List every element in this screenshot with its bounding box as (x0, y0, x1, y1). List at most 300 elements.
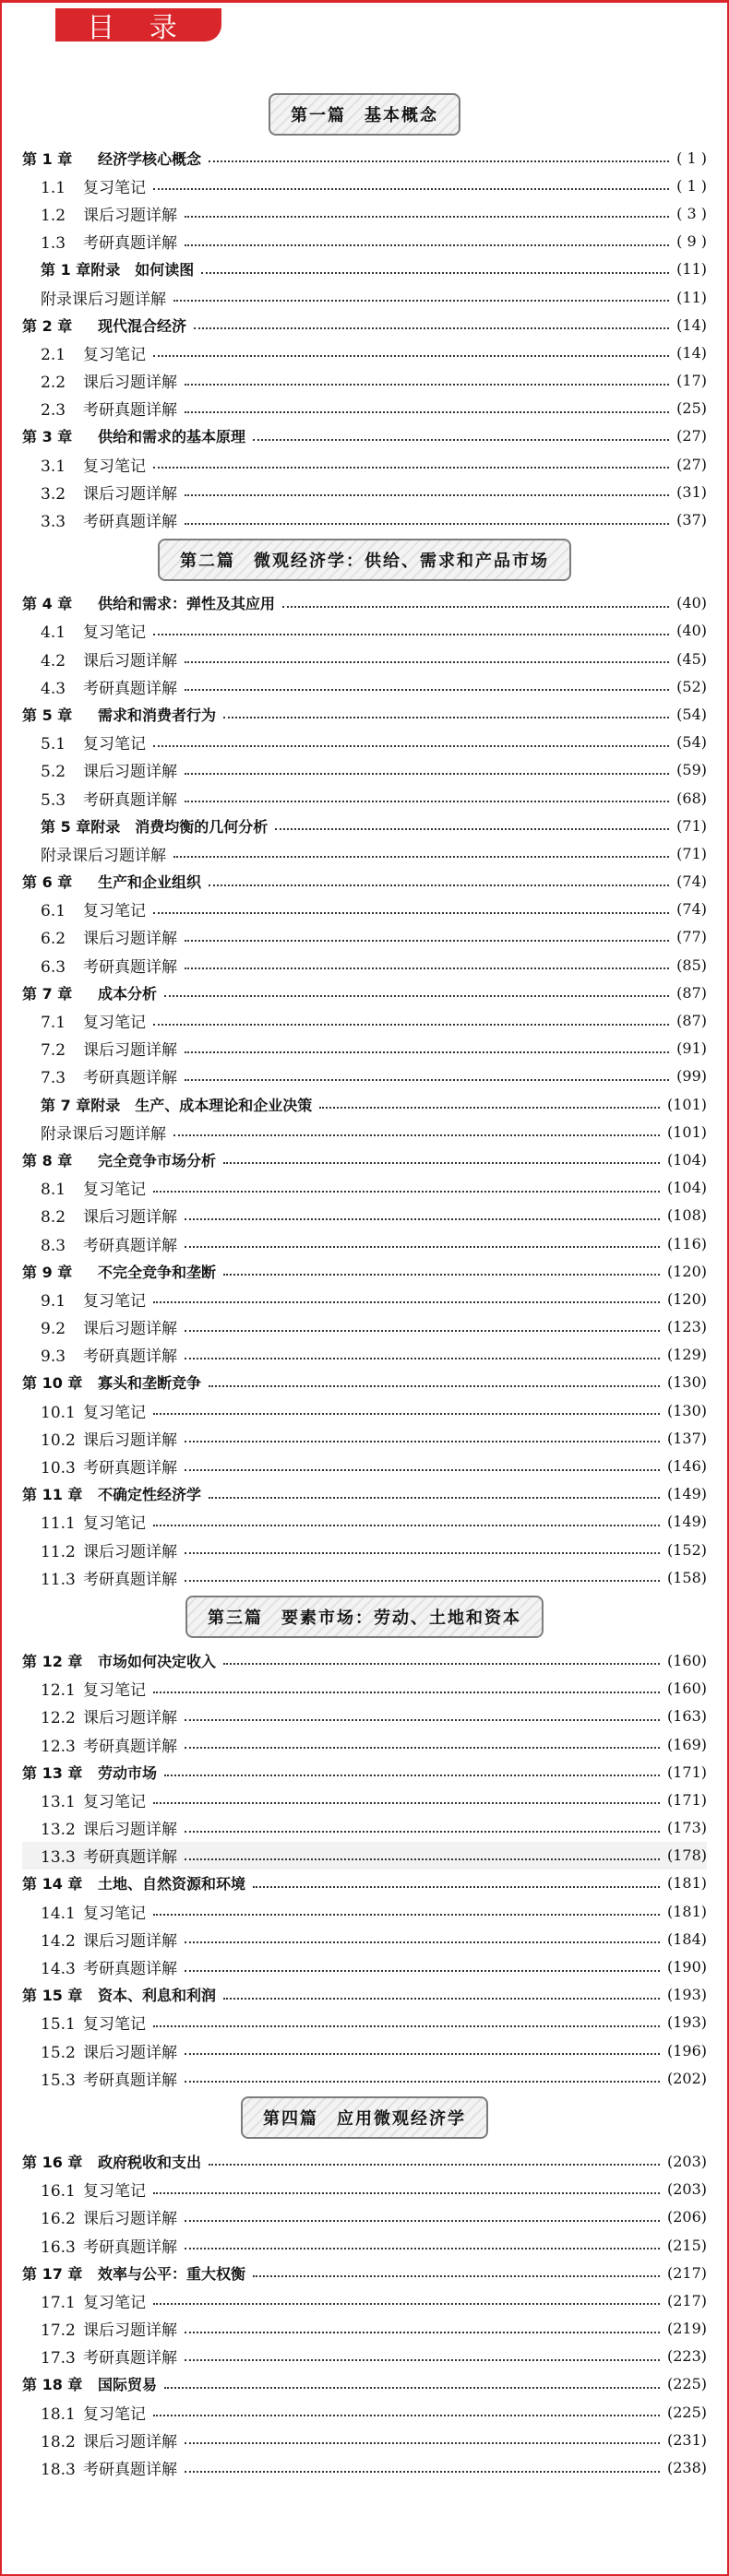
entry-page-number: (40) (676, 594, 707, 612)
entry-page-number: (11) (676, 288, 707, 306)
entry-title: 劳动市场 (98, 1763, 158, 1782)
toc-section-entry[interactable] (22, 2343, 707, 2370)
entry-label (22, 1288, 146, 1311)
entry-number: 6.2 (41, 930, 66, 949)
entry-label (22, 2151, 201, 2172)
entry-label (22, 758, 177, 781)
toc-appendix-entry[interactable] (22, 812, 707, 839)
toc-section-entry[interactable] (22, 199, 707, 227)
entry-title: 市场如何决定收入 (98, 1652, 217, 1670)
leader-dots (223, 1998, 660, 2000)
entry-number: 17.1 (41, 2293, 76, 2312)
leader-dots (319, 1107, 660, 1109)
entry-label (22, 1566, 177, 1589)
entry-title: 完全竞争市场分析 (98, 1151, 217, 1169)
entry-label (22, 369, 177, 392)
entry-label (22, 258, 194, 279)
entry-number: 6.3 (41, 957, 66, 977)
entry-title: 第 7 章附录 生产、成本理论和企业决策 (41, 1096, 313, 1114)
entry-number: 16.3 (41, 2238, 76, 2257)
entry-page-number: (85) (676, 956, 707, 974)
leader-dots (223, 717, 669, 718)
toc-appendix-entry[interactable] (22, 255, 707, 283)
entry-number: 第 10 章 (22, 1374, 83, 1393)
leader-dots (185, 2248, 660, 2250)
toc-section-entry[interactable] (22, 2009, 707, 2036)
entry-page-number: (215) (666, 2236, 707, 2254)
leader-dots (153, 1413, 660, 1415)
entry-label (22, 842, 166, 865)
entry-page-number: (193) (666, 1986, 707, 2004)
entry-page-number: (149) (666, 1513, 707, 1531)
entry-number: 7.1 (41, 1014, 66, 1033)
entry-label (22, 1650, 216, 1671)
entry-title: 复习笔记 (83, 1792, 146, 1811)
entry-number: 第 18 章 (22, 2376, 83, 2394)
entry-number: 15.3 (41, 2071, 76, 2090)
leader-dots (185, 1441, 660, 1442)
entry-page-number: (178) (666, 1846, 707, 1865)
entry-page-number: (160) (666, 1651, 707, 1669)
toc-section-entry[interactable] (22, 2231, 707, 2259)
entry-number: 第 8 章 (22, 1151, 73, 1169)
entry-page-number: (99) (676, 1067, 707, 1086)
toc-section-entry[interactable] (22, 1786, 707, 1813)
leader-dots (282, 606, 669, 608)
leader-dots (153, 1301, 660, 1303)
entry-number: 18.3 (41, 2461, 76, 2480)
entry-title: 考研真题详解 (83, 2461, 177, 2480)
entry-page-number: (219) (666, 2320, 707, 2338)
leader-dots (223, 1663, 660, 1665)
entry-label (22, 619, 146, 642)
entry-label (22, 704, 216, 725)
entry-number: 第 13 章 (22, 1763, 83, 1782)
leader-dots (185, 1469, 660, 1471)
entry-page-number: (101) (666, 1122, 707, 1141)
entry-title: 课后习题详解 (83, 2432, 177, 2451)
entry-page-number: (27) (676, 455, 707, 473)
toc-chapter-entry[interactable] (22, 422, 707, 450)
leader-dots (185, 1079, 669, 1081)
toc-section-entry[interactable] (22, 2315, 707, 2343)
entry-title: 资本、利息和利润 (98, 1987, 217, 2005)
entry-label (22, 2205, 177, 2228)
leader-dots (185, 1218, 660, 1220)
entry-label (22, 1315, 177, 1338)
leader-dots (153, 634, 669, 635)
entry-label (22, 1483, 201, 1504)
entry-number: 第 15 章 (22, 1987, 83, 2005)
entry-title: 复习笔记 (83, 1904, 146, 1923)
toc-section-entry[interactable] (22, 1536, 707, 1563)
entry-title: 复习笔记 (83, 2015, 146, 2035)
entry-page-number: (217) (666, 2291, 707, 2309)
toc-chapter-entry[interactable] (22, 979, 707, 1006)
entry-title: 土地、自然资源和环境 (98, 1875, 246, 1893)
toc-section-entry[interactable] (22, 1174, 707, 1202)
entry-number: 9.2 (41, 1320, 66, 1339)
entry-page-number: (71) (676, 844, 707, 862)
entry-label (22, 286, 166, 309)
toc-chapter-entry[interactable] (22, 700, 707, 728)
leader-dots (153, 1802, 660, 1804)
toc-section-entry[interactable] (22, 645, 707, 672)
entry-page-number: ( 1 ) (676, 148, 707, 167)
entry-page-number: (101) (666, 1095, 707, 1113)
toc-section-entry[interactable] (22, 367, 707, 395)
toc-chapter-entry[interactable] (22, 1646, 707, 1674)
entry-title: 考研真题详解 (83, 957, 177, 977)
entry-page-number: (87) (676, 1012, 707, 1030)
entry-label (22, 1984, 216, 2005)
entry-page-number: ( 9 ) (676, 232, 707, 251)
entry-label (22, 1900, 146, 1923)
entry-page-number: (31) (676, 482, 707, 501)
toc-chapter-entry[interactable] (22, 311, 707, 338)
toc-section-entry[interactable] (22, 2398, 707, 2426)
entry-number: 18.1 (41, 2404, 76, 2424)
leader-dots (185, 1858, 660, 1860)
toc-section-entry[interactable] (22, 1897, 707, 1925)
entry-number: 3.1 (41, 457, 66, 476)
entry-page-number: (77) (676, 928, 707, 946)
leader-dots (185, 244, 669, 246)
leader-dots (185, 1747, 660, 1749)
entry-number: 16.2 (41, 2210, 76, 2229)
leader-dots (153, 1525, 660, 1526)
toc-chapter-entry[interactable] (22, 144, 707, 172)
leader-dots (153, 1191, 660, 1193)
entry-title: 附录课后习题详解 (41, 1124, 166, 1144)
toc-section-entry[interactable] (22, 756, 707, 784)
leader-dots (153, 2192, 660, 2194)
entry-label (22, 982, 157, 1003)
entry-page-number: (108) (666, 1206, 707, 1225)
leader-dots (185, 494, 669, 496)
entry-number: 10.2 (41, 1430, 76, 1450)
entry-title: 复习笔记 (83, 2293, 146, 2312)
entry-title: 寡头和垄断竞争 (98, 1374, 202, 1393)
entry-label (22, 202, 177, 225)
entry-label (22, 174, 146, 197)
entry-page-number: (68) (676, 789, 707, 807)
toc-section-entry[interactable] (22, 2453, 707, 2481)
toc-chapter-entry[interactable] (22, 1870, 707, 1897)
toc-appendix-entry[interactable] (22, 1118, 707, 1146)
leader-dots (185, 1970, 660, 1972)
toc-section-entry[interactable] (22, 1925, 707, 1953)
toc-section-entry[interactable] (22, 1035, 707, 1062)
entry-label (22, 1427, 177, 1450)
entry-label (22, 1733, 177, 1756)
entry-number: 4.3 (41, 679, 66, 698)
entry-label (22, 787, 177, 810)
toc-section-entry[interactable] (22, 2426, 707, 2453)
leader-dots (185, 1941, 660, 1943)
leader-dots (185, 1246, 660, 1248)
leader-dots (253, 1886, 660, 1888)
header-bar (2, 0, 727, 42)
entry-title: 课后习题详解 (83, 2321, 177, 2341)
entry-label (22, 397, 177, 420)
entry-title: 现代混合经济 (98, 316, 187, 335)
part-title[interactable]: 第三篇 要素市场：劳动、土地和资本 (185, 1596, 544, 1638)
leader-dots (153, 355, 669, 357)
entry-page-number: (91) (676, 1039, 707, 1058)
entry-number: 10.3 (41, 1459, 76, 1478)
entry-title: 考研真题详解 (83, 1570, 177, 1589)
leader-dots (275, 828, 669, 830)
entry-label (22, 2401, 146, 2424)
toc-chapter-entry[interactable] (22, 1369, 707, 1396)
toc-section-entry[interactable] (22, 1062, 707, 1090)
entry-number: 14.3 (41, 1960, 76, 1979)
part-heading (22, 2097, 707, 2138)
toc-section-entry[interactable] (22, 1675, 707, 1703)
entry-page-number: (120) (666, 1289, 707, 1308)
toc-section-entry[interactable] (22, 1006, 707, 1034)
toc-chapter-entry[interactable] (22, 2147, 707, 2175)
toc-chapter-entry[interactable] (22, 1257, 707, 1285)
entry-label (22, 1343, 177, 1366)
entry-label (22, 1009, 146, 1032)
entry-page-number: (225) (666, 2375, 707, 2393)
entry-number: 15.2 (41, 2043, 76, 2062)
entry-page-number: (74) (676, 873, 707, 891)
toc-section-entry[interactable] (22, 1341, 707, 1369)
entry-page-number: (169) (666, 1735, 707, 1753)
toc-section-entry[interactable] (22, 1424, 707, 1452)
entry-number: 3.2 (41, 484, 66, 504)
entry-label (22, 2178, 146, 2201)
entry-number: 10.1 (41, 1403, 76, 1422)
toc-section-entry[interactable] (22, 1842, 707, 1870)
entry-label (22, 2345, 177, 2368)
leader-dots (253, 439, 669, 441)
entry-title: 课后习题详解 (83, 763, 177, 782)
toc-chapter-entry[interactable] (22, 1146, 707, 1173)
toc-section-entry[interactable] (22, 2036, 707, 2064)
entry-title: 课后习题详解 (83, 651, 177, 671)
leader-dots (185, 661, 669, 663)
entry-number: 9.3 (41, 1347, 66, 1367)
toc-section-entry[interactable] (22, 228, 707, 255)
toc-section-entry[interactable] (22, 2203, 707, 2231)
toc-appendix-entry[interactable] (22, 1090, 707, 1118)
entry-page-number: (37) (676, 511, 707, 529)
leader-dots (185, 1580, 660, 1582)
entry-title: 课后习题详解 (83, 1208, 177, 1228)
toc-section-entry[interactable] (22, 1953, 707, 1980)
entry-title: 复习笔记 (83, 1291, 146, 1311)
entry-label (22, 1176, 146, 1199)
entry-label (22, 425, 245, 446)
entry-page-number: (25) (676, 399, 707, 418)
entry-number: 第 7 章 (22, 984, 73, 1003)
entry-page-number: (40) (676, 622, 707, 640)
toc-section-entry[interactable] (22, 896, 707, 923)
toc-section-entry[interactable] (22, 1396, 707, 1424)
entry-label (22, 1399, 146, 1422)
entry-number: 4.1 (41, 623, 66, 643)
entry-title: 课后习题详解 (83, 1542, 177, 1561)
toc-chapter-entry[interactable] (22, 2370, 707, 2398)
entry-label (22, 453, 146, 476)
entry-number: 第 9 章 (22, 1263, 73, 1281)
table-of-contents (22, 89, 707, 2482)
toc-section-entry[interactable] (22, 1313, 707, 1341)
toc-chapter-entry[interactable] (22, 1981, 707, 2009)
toc-section-entry[interactable] (22, 338, 707, 366)
toc-section-entry[interactable] (22, 478, 707, 505)
leader-dots (185, 2220, 660, 2222)
entry-number: 1.2 (41, 206, 66, 225)
toc-section-entry[interactable] (22, 172, 707, 199)
entry-title: 考研真题详解 (83, 1737, 177, 1756)
entry-title: 课后习题详解 (83, 1931, 177, 1951)
toc-section-entry[interactable] (22, 1285, 707, 1312)
toc-section-entry[interactable] (22, 2286, 707, 2314)
toc-section-entry[interactable] (22, 395, 707, 422)
part-title[interactable]: 第四篇 应用微观经济学 (241, 2096, 488, 2139)
leader-dots (185, 523, 669, 525)
entry-number: 5.3 (41, 790, 66, 810)
entry-label (22, 675, 177, 698)
entry-number: 13.2 (41, 1821, 76, 1840)
toc-section-entry[interactable] (22, 1452, 707, 1479)
toc-section-entry[interactable] (22, 450, 707, 478)
leader-dots (173, 1134, 660, 1136)
toc-section-entry[interactable] (22, 617, 707, 645)
entry-title: 复习笔记 (83, 902, 146, 921)
toc-section-entry[interactable] (22, 1703, 707, 1730)
toc-appendix-entry[interactable] (22, 839, 707, 867)
toc-chapter-entry[interactable] (22, 589, 707, 617)
toc-section-entry[interactable] (22, 1202, 707, 1229)
toc-section-entry[interactable] (22, 951, 707, 979)
leader-dots (185, 2053, 660, 2055)
entry-page-number: (54) (676, 705, 707, 723)
entry-page-number: (231) (666, 2430, 707, 2449)
entry-title: 课后习题详解 (83, 206, 177, 225)
toc-appendix-entry[interactable] (22, 283, 707, 311)
entry-page-number: (193) (666, 2013, 707, 2032)
leader-dots (153, 2025, 660, 2027)
entry-label (22, 1510, 146, 1533)
toc-section-entry[interactable] (22, 1563, 707, 1591)
toc-section-entry[interactable] (22, 2176, 707, 2203)
toc-section-entry[interactable] (22, 672, 707, 700)
toc-section-entry[interactable] (22, 784, 707, 812)
leader-dots (185, 216, 669, 218)
part-title[interactable]: 第一篇 基本概念 (269, 93, 460, 136)
toc-section-entry[interactable] (22, 729, 707, 756)
toc-chapter-entry[interactable] (22, 1758, 707, 1786)
entry-page-number: (14) (676, 343, 707, 362)
entry-number: 第 16 章 (22, 2153, 83, 2171)
entry-number: 第 2 章 (22, 316, 73, 335)
entry-title: 课后习题详解 (83, 374, 177, 393)
entry-page-number: (104) (666, 1150, 707, 1169)
entry-title: 课后习题详解 (83, 1320, 177, 1339)
entry-title: 不确定性经济学 (98, 1486, 202, 1504)
entry-title: 复习笔记 (83, 1514, 146, 1534)
entry-number: 第 1 章 (22, 149, 73, 168)
entry-number: 13.1 (41, 1792, 76, 1811)
entry-page-number: (171) (666, 1763, 707, 1781)
entry-page-number: (17) (676, 372, 707, 390)
entry-title: 供给和需求的基本原理 (98, 428, 246, 446)
leader-dots (153, 745, 669, 747)
entry-title: 复习笔记 (83, 1403, 146, 1422)
entry-page-number: (173) (666, 1819, 707, 1837)
entry-page-number: (71) (676, 816, 707, 835)
entry-title: 第 5 章附录 消费均衡的几何分析 (41, 817, 269, 836)
entry-title: 第 1 章附录 如何读图 (41, 261, 195, 279)
entry-title: 成本分析 (98, 984, 158, 1003)
entry-title: 不完全竞争和垄断 (98, 1263, 217, 1281)
part-title[interactable]: 第二篇 微观经济学：供给、需求和产品市场 (158, 539, 571, 581)
entry-label (22, 2011, 146, 2034)
toc-section-entry[interactable] (22, 923, 707, 951)
entry-page-number: (181) (666, 1874, 707, 1893)
entry-title: 考研真题详解 (83, 1347, 177, 1367)
entry-label (22, 1064, 177, 1087)
toc-chapter-entry[interactable] (22, 868, 707, 896)
entry-label (22, 2373, 157, 2394)
part-heading (22, 94, 707, 135)
entry-page-number: (11) (676, 260, 707, 279)
leader-dots (209, 1497, 660, 1499)
entry-page-number: (123) (666, 1318, 707, 1336)
entry-title: 课后习题详解 (83, 1709, 177, 1728)
entry-number: 1.3 (41, 234, 66, 254)
leader-dots (185, 689, 669, 691)
leader-dots (223, 1162, 660, 1164)
toc-section-entry[interactable] (22, 2064, 707, 2092)
entry-page-number: (181) (666, 1902, 707, 1920)
toc-section-entry[interactable] (22, 1730, 707, 1758)
toc-section-entry[interactable] (22, 1229, 707, 1257)
entry-number: 8.3 (41, 1236, 66, 1255)
toc-chapter-entry[interactable] (22, 2259, 707, 2286)
toc-section-entry[interactable] (22, 505, 707, 533)
entry-number: 18.2 (41, 2432, 76, 2451)
leader-dots (185, 2081, 660, 2083)
leader-dots (185, 967, 669, 969)
entry-title: 复习笔记 (83, 178, 146, 197)
leader-dots (173, 856, 669, 858)
entry-label (22, 2234, 177, 2257)
entry-page-number: (223) (666, 2347, 707, 2366)
entry-page-number: (146) (666, 1457, 707, 1476)
leader-dots (185, 1719, 660, 1721)
entry-title: 考研真题详解 (83, 1459, 177, 1478)
entry-title: 复习笔记 (83, 2182, 146, 2202)
entry-number: 4.2 (41, 651, 66, 671)
entry-label (22, 315, 186, 336)
leader-dots (153, 2303, 660, 2305)
toc-section-entry[interactable] (22, 1814, 707, 1842)
entry-label (22, 1454, 177, 1478)
leader-dots (153, 912, 669, 914)
entry-page-number: (225) (666, 2403, 707, 2421)
toc-section-entry[interactable] (22, 1508, 707, 1536)
toc-chapter-entry[interactable] (22, 1480, 707, 1508)
entry-page-number: (206) (666, 2208, 707, 2226)
leader-dots (185, 801, 669, 802)
